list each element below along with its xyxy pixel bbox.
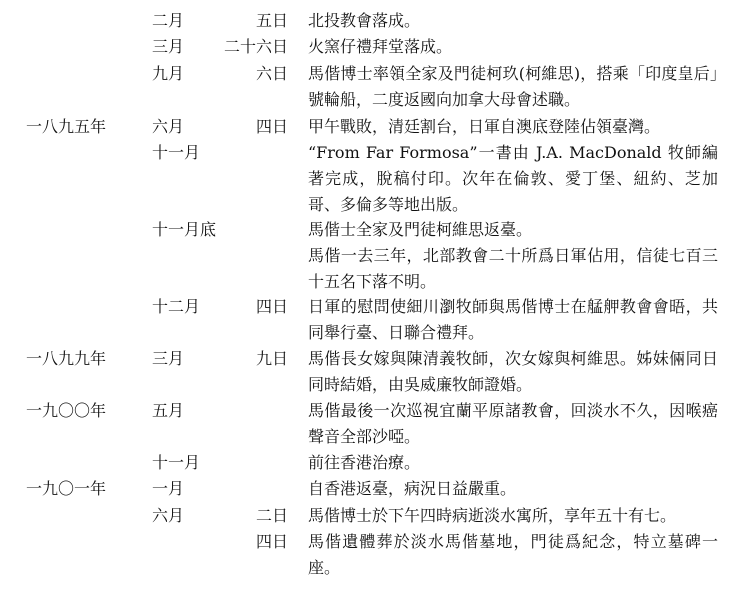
year-label: 一九〇一年 — [26, 479, 107, 498]
event-text: 馬偕博士率領全家及門徒柯玖(柯維思)，搭乘「印度皇后」號輪船，二度返國向加拿大母會述職。 — [308, 64, 718, 109]
year-label: 一八九九年 — [26, 349, 107, 368]
year-label: 一九〇〇年 — [26, 401, 107, 420]
month-label: 九月 — [152, 64, 185, 83]
month-label: 五月 — [152, 401, 185, 420]
day-label: 二日 — [255, 506, 288, 525]
event-text: 火窯仔禮拜堂落成。 — [308, 37, 453, 56]
event-text: 馬偕長女嫁與陳清義牧師，次女嫁與柯維思。姊妹倆同日同時結婚，由吳威廉牧師證婚。 — [308, 349, 718, 394]
day-label: 二十六日 — [223, 37, 288, 56]
month-label: 十二月 — [152, 297, 201, 316]
event-text: 自香港返臺，病況日益嚴重。 — [308, 479, 517, 498]
day-label: 四日 — [255, 532, 288, 551]
day-label: 九日 — [255, 349, 288, 368]
day-label: 四日 — [255, 117, 288, 136]
event-text: 甲午戰敗，清廷割台，日軍自澳底登陸佔領臺灣。 — [308, 117, 661, 136]
month-label: 三月 — [152, 349, 185, 368]
event-text: 馬偕博士於下午四時病逝淡水寓所，享年五十有七。 — [308, 506, 677, 525]
event-text: 北投教會落成。 — [308, 11, 421, 30]
event-text: 日軍的慰問使細川瀏牧師與馬偕博士在艋舺教會會晤，共同舉行臺、日聯合禮拜。 — [308, 297, 718, 342]
day-label: 四日 — [255, 297, 288, 316]
month-label: 十一月 — [152, 453, 201, 472]
day-label: 五日 — [255, 11, 288, 30]
month-label: 二月 — [152, 11, 185, 30]
event-text: 馬偕遺體葬於淡水馬偕墓地，門徒爲紀念，特立墓碑一座。 — [308, 532, 718, 577]
month-label: 三月 — [152, 37, 185, 56]
event-text: 馬偕一去三年，北部教會二十所爲日軍佔用，信徒七百三十五名下落不明。 — [308, 246, 718, 291]
year-label: 一八九五年 — [26, 117, 107, 136]
day-label: 六日 — [255, 64, 288, 83]
month-label: 十一月底 — [152, 220, 217, 239]
month-label: 一月 — [152, 479, 185, 498]
event-text: 馬偕最後一次巡視宜蘭平原諸教會，回淡水不久，因喉癌聲音全部沙啞。 — [308, 401, 718, 446]
event-text: 馬偕士全家及門徒柯維思返臺。 — [308, 220, 533, 239]
month-label: 十一月 — [152, 143, 201, 162]
month-label: 六月 — [152, 506, 185, 525]
month-label: 六月 — [152, 117, 185, 136]
event-text: 前往香港治療。 — [308, 453, 421, 472]
event-text: “From Far Formosa”一書由 J.A. MacDonald 牧師編著完成，脫稿付印。次年在倫敦、愛丁堡、紐約、芝加哥、多倫多等地出版。 — [308, 143, 718, 214]
